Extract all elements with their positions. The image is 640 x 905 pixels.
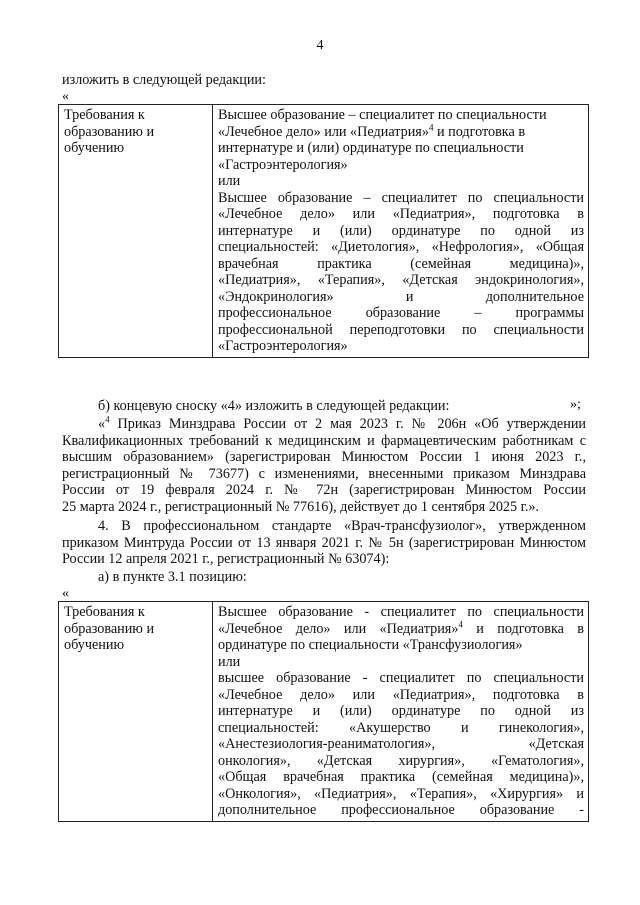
paragraph-b: б) концевую сноску «4» изложить в следующей редакции: <box>98 398 450 414</box>
table-text-line: Высшее образование – специалитет по специальности <box>218 107 547 123</box>
table-label-line: образованию и <box>64 620 155 637</box>
table-text-line: «Эндокринология» и дополнительное <box>218 288 584 305</box>
item-4-paragraph <box>62 518 586 568</box>
requirements-table-1 <box>58 104 589 358</box>
table-text-line: «Лечебное дело» или «Педиатрия»$^4$ и подготовка в <box>218 618 584 637</box>
table-text-line: врачебная практика (семейная медицина)», <box>218 255 584 272</box>
table-text-line: «Онкология», «Педиатрия», «Терапия», «Хирургия» и <box>218 785 584 802</box>
footnote-line: регистрационный № 73677) с изменениями, внесенными приказом Минздрава <box>62 465 586 482</box>
footnote-line: 25 марта 2024 г., регистрационный № 77616), действует до 1 сентября 2025 г.». <box>62 498 540 515</box>
intro-line: изложить в следующей редакции: <box>62 72 266 88</box>
footnote-mark: 4 <box>428 121 434 132</box>
table-label-line: обучению <box>64 637 125 653</box>
item-4-line: 4. В профессиональном стандарте «Врач-трансфузиолог», утвержденном <box>98 518 586 534</box>
footnote-line: Квалификационных требований к медицинским и фармацевтическим работникам с <box>62 432 586 449</box>
item-4-line: России 12 апреля 2021 г., регистрационный № 63074): <box>62 551 390 567</box>
table1-left-cell <box>59 105 213 358</box>
table-text-line: высшее образование - специалитет по специальности <box>218 670 584 686</box>
table-text-line: специальностей: «Акушерство и гинекология», <box>218 719 584 736</box>
table-text-line: «Лечебное дело» или «Педиатрия», подготовка в <box>218 686 584 703</box>
table1-right-cell <box>213 105 589 358</box>
table-text-line: или <box>218 173 241 189</box>
table-text-line: интернатуре и (или) ординатуре по одной из <box>218 703 584 719</box>
requirements-table-2 <box>58 601 589 822</box>
table-text-line: «Анестезиология-реаниматология», «Детская <box>218 736 584 752</box>
table2-left-cell <box>59 602 213 822</box>
open-quote-2: « <box>62 586 69 601</box>
table-text-line: «Гастроэнтерология» <box>218 156 348 173</box>
page-number: 4 <box>316 38 324 53</box>
table-label-line: обучению <box>64 140 125 156</box>
paragraph-a: а) в пункте 3.1 позицию: <box>98 569 247 585</box>
table-text-line: Высшее образование - специалитет по специальности <box>218 604 584 620</box>
item-4-line: приказом Минтруда России от 13 января 2021 г. № 5н (зарегистрирован Минюстом <box>62 534 586 551</box>
close-quote: »; <box>570 397 581 412</box>
footnote-mark: 4 <box>458 618 463 629</box>
footnote-line: России от 19 февраля 2024 г. № 72н (зарегистрирован Минюстом России <box>62 482 586 498</box>
table2-right-cell <box>213 602 589 822</box>
table-text-line: интернатуре и (или) ординатуре по специальности <box>218 140 524 156</box>
table-text-line: интернатуре и (или) ординатуре по одной из <box>218 222 584 239</box>
table-text-line: профессиональное образование – программы <box>218 305 584 321</box>
footnote-line: «$^4$ Приказ Минздрава России от 2 мая 2023 г. № 206н «Об утверждении <box>98 414 586 432</box>
table-text-line: Высшее образование – специалитет по специальности <box>218 189 584 206</box>
table-text-line: «Лечебное дело» или «Педиатрия», подготовка в <box>218 206 584 222</box>
table-text-line: «Педиатрия», «Терапия», «Детская эндокринология», <box>218 272 584 288</box>
table-text-line: профессиональной переподготовки по специальности <box>218 321 584 338</box>
open-quote-1: « <box>62 89 69 104</box>
footnote-paragraph <box>62 416 586 515</box>
table-text-line: или <box>218 653 241 670</box>
footnote-mark: 4 <box>105 414 110 425</box>
table-label-line: Требования к <box>64 604 145 620</box>
table-text-line: онкология», «Детская хирургия», «Гематология», <box>218 752 584 769</box>
table-label-line: Требования к <box>64 107 145 123</box>
table-text-line: специальностей: «Диетология», «Нефрология», «Общая <box>218 239 584 255</box>
table-text-line: ординатуре по специальности «Трансфузиология» <box>218 637 523 653</box>
table-text-line: «Гастроэнтерология» <box>218 338 348 354</box>
table-label-line: образованию и <box>64 123 155 140</box>
footnote-line: высшим образованием» (зарегистрирован Минюстом России 1 июня 2023 г., <box>62 449 586 465</box>
table-text-line: «Лечебное дело» или «Педиатрия»$^4$ и подготовка в <box>218 121 526 140</box>
table-text-line: «Общая врачебная практика (семейная медицина)», <box>218 769 584 785</box>
table-text-line: дополнительное профессиональное образование - <box>218 802 584 818</box>
